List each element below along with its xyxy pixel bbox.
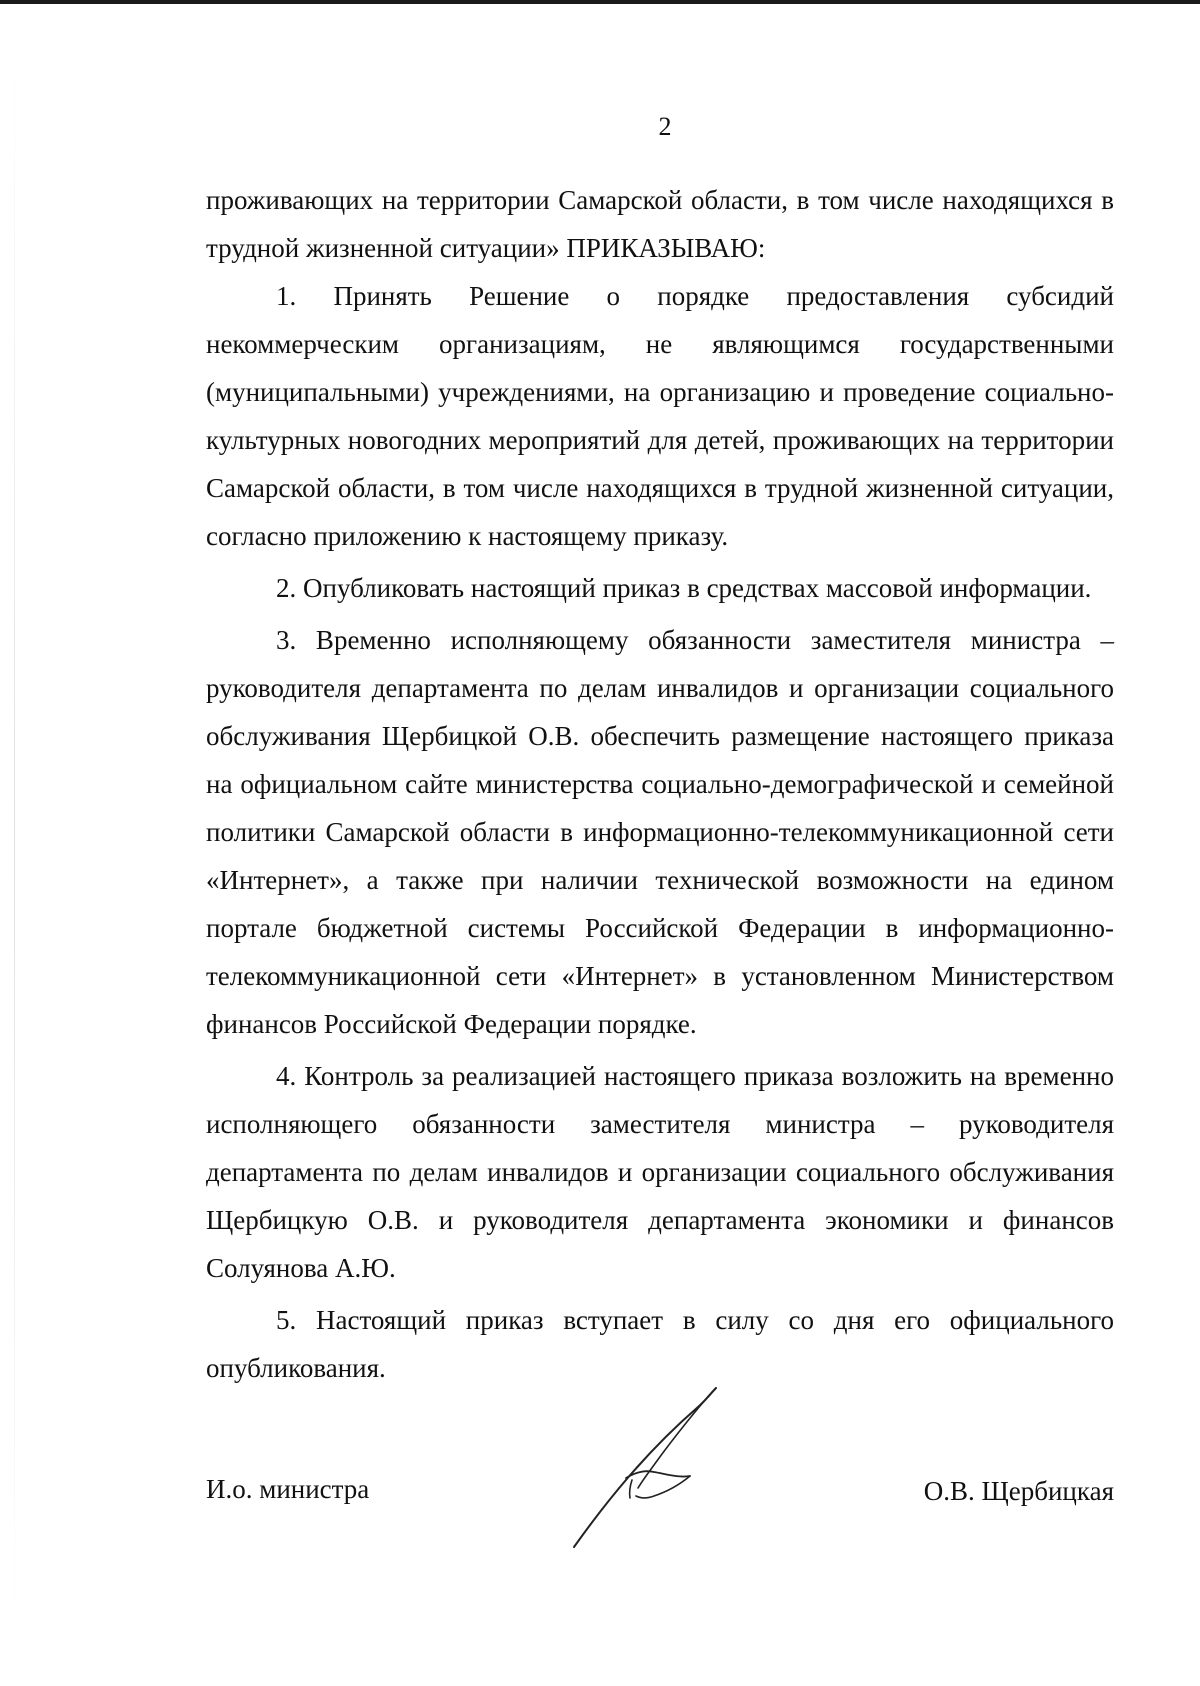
- handwritten-signature: [566, 1382, 746, 1552]
- signatory-role: И.о. министра: [206, 1474, 370, 1504]
- signatory-name: О.В. Щербицкая: [923, 1476, 1114, 1506]
- document-body: [206, 176, 1114, 1392]
- paragraph-item-2: 2. Опубликовать настоящий приказ в средствах массовой информации.: [276, 573, 1092, 603]
- signature-block: [206, 1460, 1114, 1620]
- paragraph-item-3: 3. Временно исполняющему обязанности заместителя министра – руководителя департамента по делам инвалидов и организации социального обслуживания Щербицкой О.В. обеспечить размещение настоящего приказа на официальном сайте министерства социально-демографической и семейной политики Самарской области в информационно-телекоммуникационной сети «Интернет», а также при наличии технической возможности на едином портале бюджетной системы Российской Федерации в информационно-телекоммуникационной сети «Интернет» в установленном Министерством финансов Российской Федерации порядке.: [206, 625, 1114, 1039]
- paragraph-item-4: 4. Контроль за реализацией настоящего приказа возложить на временно исполняющего обязанности заместителя министра – руководителя департамента по делам инвалидов и организации социального обслуживания Щербицкую О.В. и руководителя департамента экономики и финансов Солуянова А.Ю.: [206, 1061, 1114, 1283]
- top-border-line: [0, 0, 1200, 4]
- scan-edge-shadow: [14, 40, 15, 1640]
- page-number: 2: [658, 112, 672, 141]
- paragraph-item-1: 1. Принять Решение о порядке предоставления субсидий некоммерческим организациям, не являющимся государственными (муниципальными) учреждениями, на организацию и проведение социально-культурных новогодних мероприятий для детей, проживающих на территории Самарской области, в том числе находящихся в трудной жизненной ситуации, согласно приложению к настоящему приказу.: [206, 281, 1114, 551]
- paragraph-item-5: 5. Настоящий приказ вступает в силу со дня его официального опубликования.: [206, 1305, 1114, 1383]
- paragraph-continuation: проживающих на территории Самарской области, в том числе находящихся в трудной жизненной ситуации» ПРИКАЗЫВАЮ:: [206, 185, 1114, 263]
